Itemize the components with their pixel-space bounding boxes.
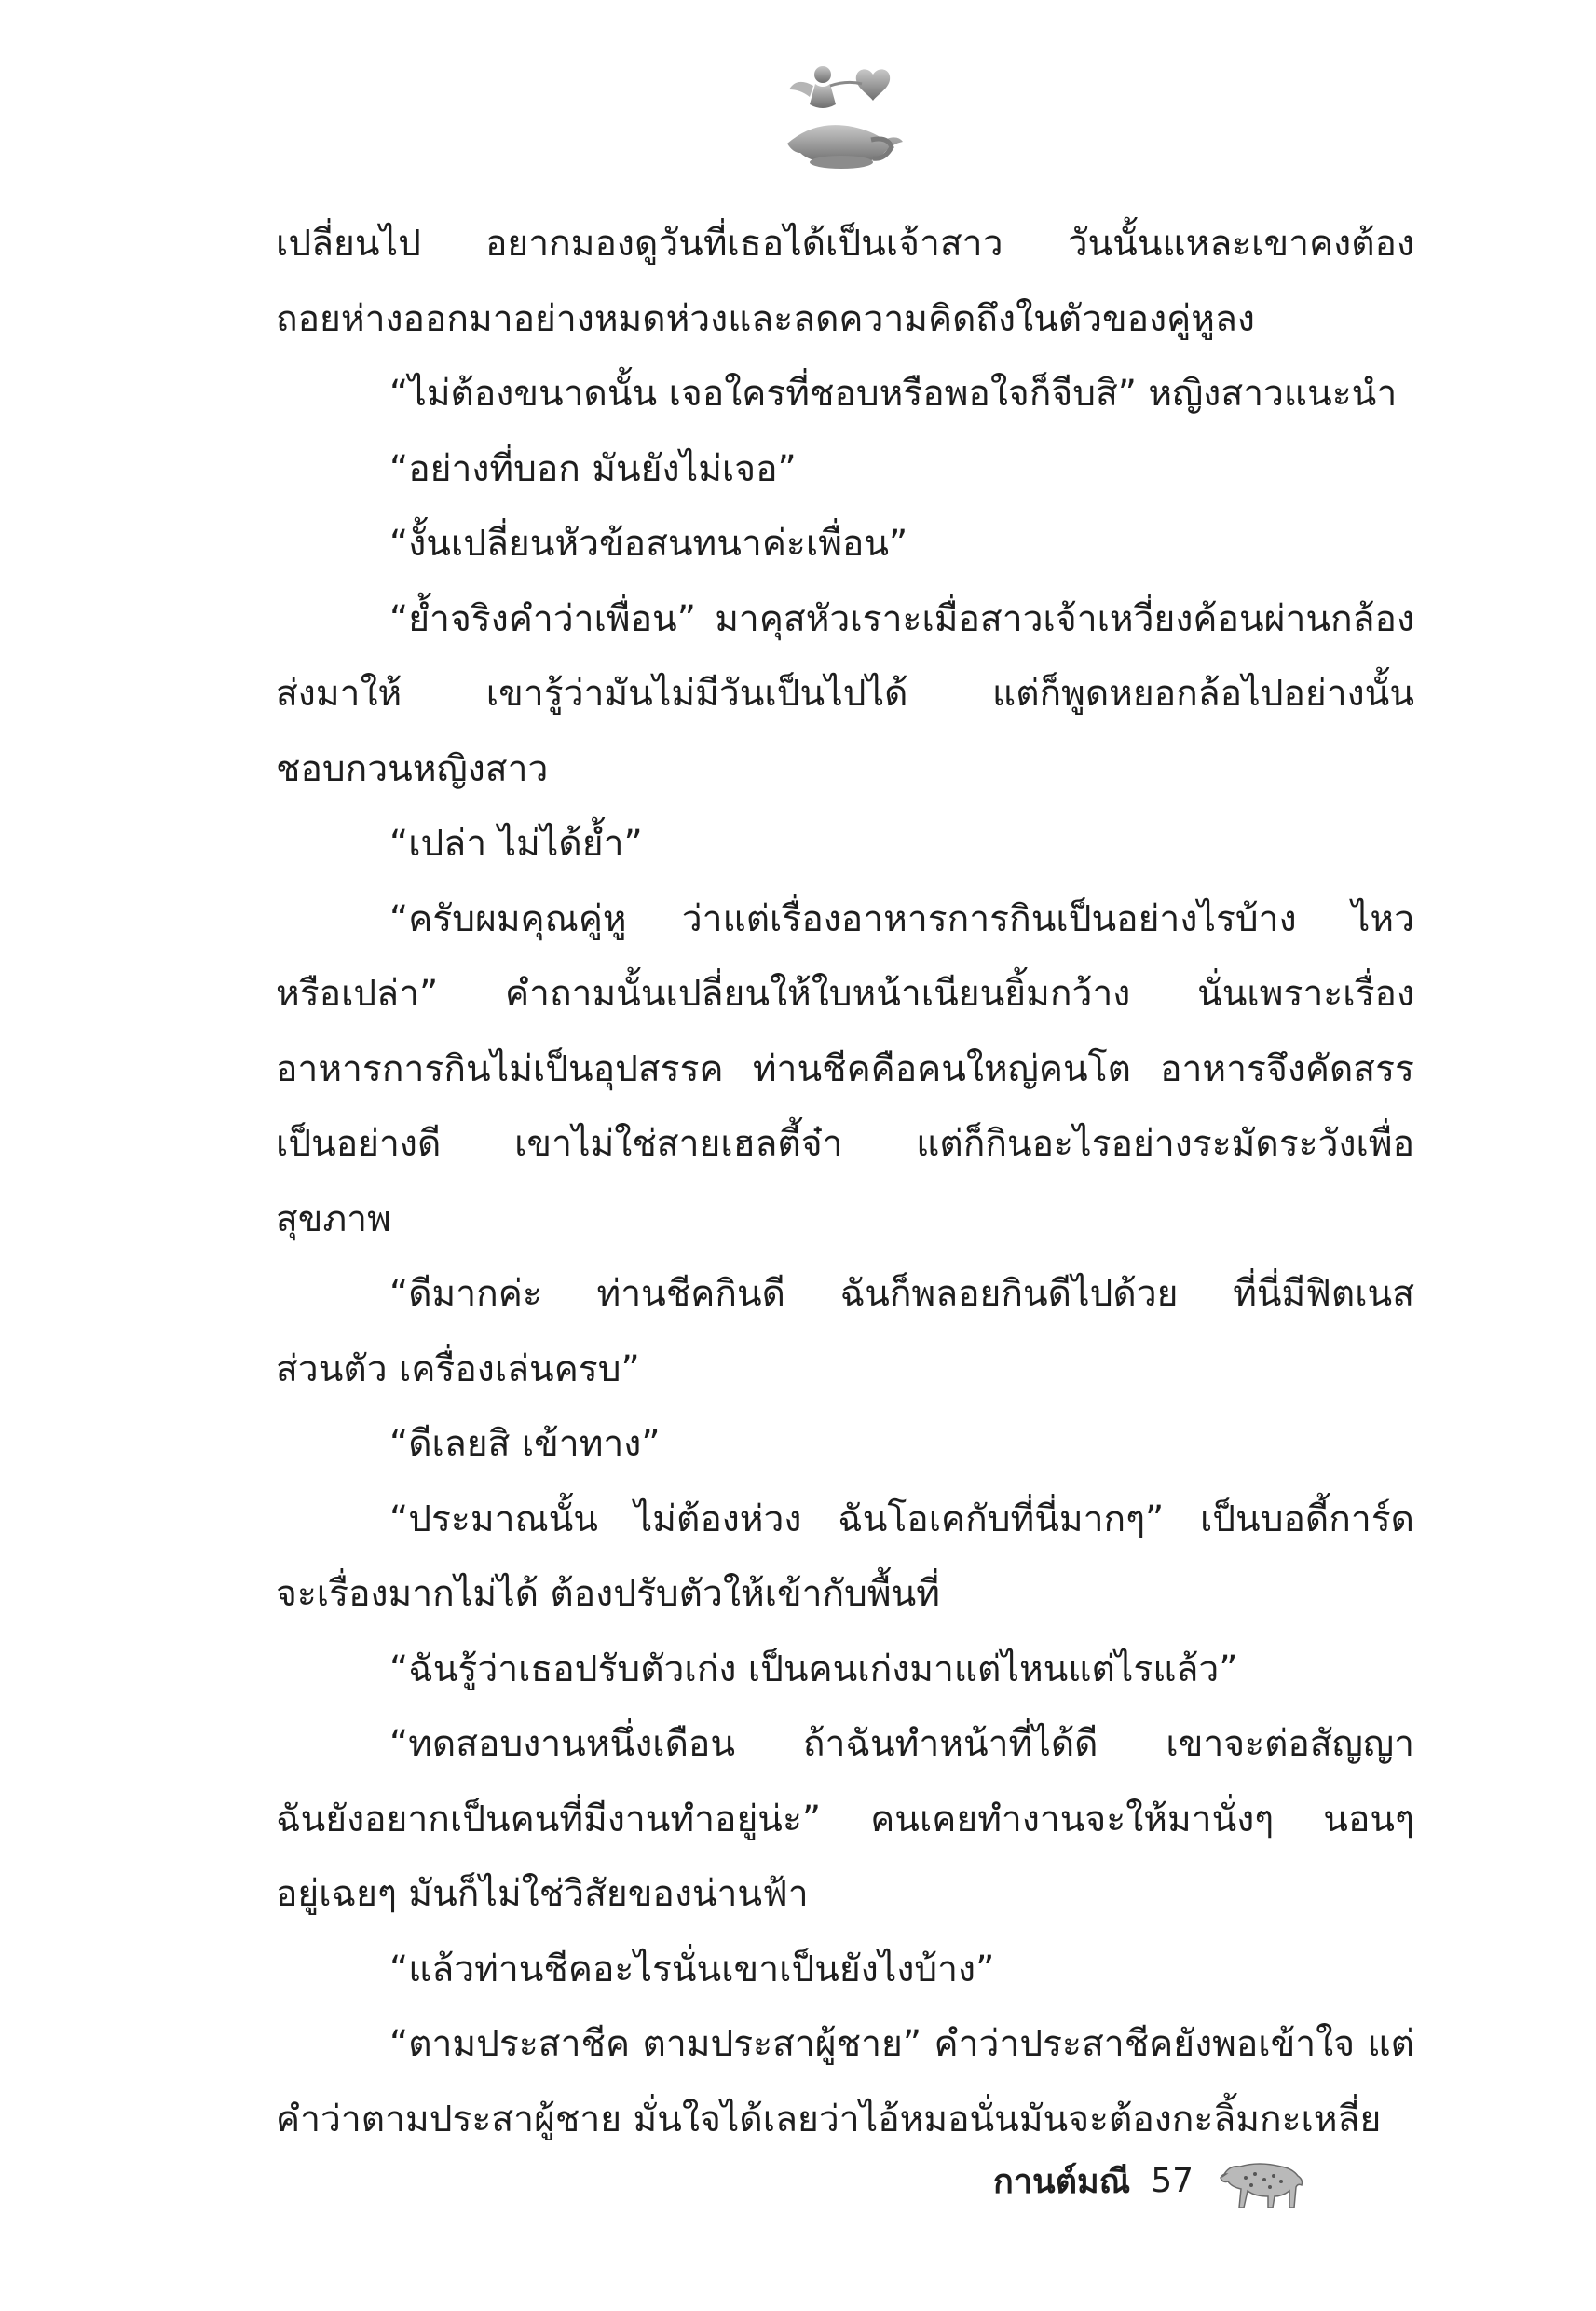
text-line: “ดีมากค่ะ ท่านชีคกินดี ฉันก็พลอยกินดีไปด้วย ที่นี่มีฟิตเนส bbox=[389, 1273, 1414, 1315]
text-line: เป็นอย่างดี เขาไม่ใช่สายเฮลตี้จ๋า แต่ก็กินอะไรอย่างระมัดระวังเพื่อ bbox=[276, 1123, 1414, 1165]
text-line: “ตามประสาชีค ตามประสาผู้ชาย” คำว่าประสาชีคยังพอเข้าใจ แต่ bbox=[389, 2023, 1414, 2065]
text-line: ถอยห่างออกมาอย่างหมดห่วงและลดความคิดถึงในตัวของคู่หูลง bbox=[276, 297, 1255, 340]
text-line: “งั้นเปลี่ยนหัวข้อสนทนาค่ะเพื่อน” bbox=[389, 523, 908, 565]
text-line: ชอบกวนหญิงสาว bbox=[276, 747, 549, 790]
text-line: “เปล่า ไม่ได้ย้ำ” bbox=[389, 823, 643, 865]
text-line: “ฉันรู้ว่าเธอปรับตัวเก่ง เป็นคนเก่งมาแต่ไหนแต่ไรแล้ว” bbox=[389, 1648, 1238, 1690]
text-line: อาหารการกินไม่เป็นอุปสรรค ท่านชีคคือคนใหญ่คนโต อาหารจึงคัดสรร bbox=[276, 1047, 1414, 1090]
text-line: อยู่เฉยๆ มันก็ไม่ใช่วิสัยของน่านฟ้า bbox=[276, 1873, 809, 1915]
text-line: “แล้วท่านชีคอะไรนั่นเขาเป็นยังไงบ้าง” bbox=[389, 1948, 995, 1990]
text-line: “อย่างที่บอก มันยังไม่เจอ” bbox=[389, 447, 797, 490]
body-text bbox=[276, 207, 1414, 2157]
page-number: 57 bbox=[1151, 2161, 1194, 2200]
text-line: คำว่าตามประสาผู้ชาย มั่นใจได้เลยว่าไอ้หมอนั่นมันจะต้องกะลิ้มกะเหลี่ย bbox=[276, 2098, 1382, 2140]
text-line: ส่งมาให้ เขารู้ว่ามันไม่มีวันเป็นไปได้ แต่ก็พูดหยอกล้อไปอย่างนั้น bbox=[276, 673, 1414, 715]
book-title: กานต์มณี bbox=[993, 2162, 1131, 2201]
text-line: สุขภาพ bbox=[276, 1197, 391, 1240]
text-line: “ครับผมคุณคู่หู ว่าแต่เรื่องอาหารการกินเป็นอย่างไรบ้าง ไหว bbox=[389, 897, 1414, 940]
text-line: เปลี่ยนไป อยากมองดูวันที่เธอได้เป็นเจ้าสาว วันนั้นแหละเขาคงต้อง bbox=[276, 223, 1414, 265]
header-ornament-icon bbox=[769, 58, 908, 174]
text-line: “ย้ำจริงคำว่าเพื่อน” มาคุสหัวเราะเมื่อสาวเจ้าเหวี่ยงค้อนผ่านกล้อง bbox=[389, 597, 1414, 640]
text-line: ส่วนตัว เครื่องเล่นครบ” bbox=[276, 1347, 640, 1390]
text-line: “ทดสอบงานหนึ่งเดือน ถ้าฉันทำหน้าที่ได้ดี เขาจะต่อสัญญา bbox=[389, 1723, 1414, 1765]
text-line: “ประมาณนั้น ไม่ต้องห่วง ฉันโอเคกับที่นี่มากๆ” เป็นบอดี้การ์ด bbox=[389, 1497, 1414, 1540]
text-line: จะเรื่องมากไม่ได้ ต้องปรับตัวให้เข้ากับพื้นที่ bbox=[276, 1573, 940, 1615]
text-line: “ไม่ต้องขนาดนั้น เจอใครที่ชอบหรือพอใจก็จีบสิ” หญิงสาวแนะนำ bbox=[389, 373, 1398, 415]
page-footer bbox=[993, 2148, 1307, 2213]
leopard-icon bbox=[1214, 2148, 1307, 2213]
text-line: “ดีเลยสิ เข้าทาง” bbox=[389, 1423, 661, 1465]
text-line: หรือเปล่า” คำถามนั้นเปลี่ยนให้ใบหน้าเนียนยิ้มกว้าง นั่นเพราะเรื่อง bbox=[276, 973, 1414, 1015]
text-line: ฉันยังอยากเป็นคนที่มีงานทำอยู่น่ะ” คนเคยทำงานจะให้มานั่งๆ นอนๆ bbox=[276, 1798, 1414, 1840]
